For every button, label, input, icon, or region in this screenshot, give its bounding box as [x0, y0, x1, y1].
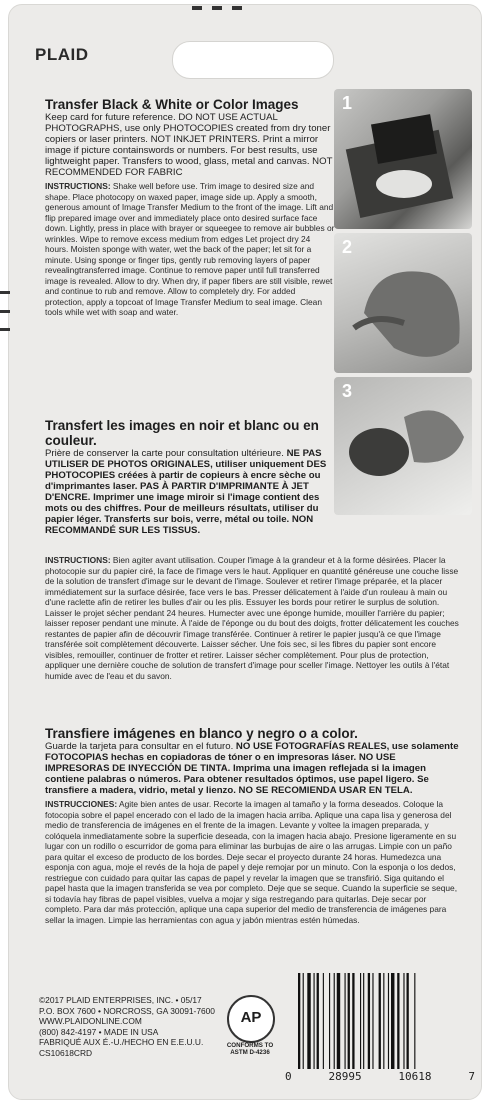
spanish-instructions: INSTRUCCIONES: Agite bien antes de usar. Recorte la imagen al tamaño y la forma deseados. Coloque la fotocopia sobre el papel encerado con el lado de la imagen hacia arriba. Aplique una capa lisa y generosa del medio de transferencia de imágenes en el frente de la imagen. Levante y voltee la imagen preparada, y colóquela inmediatamente sobre la superficie deseada, con la imagen hacia abajo. Presione ligeramente en su lugar con un rodillo o escurridor de goma para eliminar las burbujas de aire o las arrugas. Limpie con un paño para quitar el exceso de producto de los bordes. Deje secar el proyecto durante 24 horas. Humedezca una esponja con agua, moje el revés de la hoja de papel y deje remojar por un minuto. Con la esponja o los dedos, restriegue con cuidado para quitar las capas de papel y revelar la imagen que se transfirió. Siga quitando el papel hasta que la imagen transferida se vea por completo. Deje que se seque. Cuando la superficie se seque, si todavía hay fibras de papel visibles, vuelva a mojar y siga restregando para quitarlas. Deje secar por completo. Para dar más protección, aplique una capa superior del medio de transferencia de imágenes para sellar la imagen. Limpie las herramientas con agua y jabón mientras estén húmedas. [45, 799, 458, 925]
photocopy-on-paper-image [334, 89, 472, 229]
plaid-logo: PLAID [35, 45, 89, 64]
rubbing-paper-image [334, 377, 472, 515]
french-title: Transfert les images en noir et blanc ou en couleur. [45, 418, 319, 448]
step-photo-2 [334, 233, 472, 373]
english-title: Transfer Black & White or Color Images [45, 97, 299, 112]
footer-line: CS10618CRD [39, 1047, 93, 1058]
upc-barcode-icon [294, 973, 464, 1069]
footer-line: ©2017 PLAID ENTERPRISES, INC. • 05/17 [39, 995, 202, 1005]
footer-line: P.O. BOX 7600 • NORCROSS, GA 30091-7600 [39, 1005, 215, 1016]
spanish-lead: Guarde la tarjeta para consultar en el futuro. NO USE FOTOGRAFÍAS REALES, use solamente FOTOCOPIAS hechas en copiadoras de tóner o en impresoras láser. NO USE IMPRESORAS DE INYECCIÓN DE TINTA. Imprima una imagen reflejada si la imagen contiene palabras o números. Para obtener resultados óptimos, use papel ligero. Se transfiere a madera, vidrio, metal y lienzo. NO SE RECOMIENDA USAR EN TELA. [45, 741, 459, 796]
footer-line: WWW.PLAIDONLINE.COM [39, 1016, 142, 1027]
footer-line: FABRIQUÉ AUX É.-U./HECHO EN E.E.U.U. [39, 1037, 204, 1048]
hand-pressing-image [334, 233, 472, 373]
company-info [39, 995, 215, 1059]
footer-line: (800) 842-4197 • MADE IN USA [39, 1026, 159, 1037]
ap-caption: CONFORMS TO ASTM D-4236 [226, 1042, 274, 1056]
edge-mark [232, 6, 242, 10]
step-number: 3 [342, 381, 353, 401]
step-number: 2 [342, 237, 353, 257]
english-section [45, 97, 335, 318]
step-photo-3 [334, 377, 472, 515]
ap-seal-icon: AP [227, 995, 275, 1043]
step-photo-1 [334, 89, 472, 229]
edge-mark [0, 328, 10, 331]
french-section [45, 418, 335, 536]
french-lead: Prière de conserver la carte pour consultation ultérieure. NE PAS UTILISER DE PHOTOS ORIGINALES, utiliser uniquement DES PHOTOCOPIES créées à partir de copieurs à encre sèche ou d'imprimantes laser. PAS À PARTIR D'IMPRIMANTE À JET D'ENCRE. Imprimer une image miroir si l'image contient des mots ou des chiffres. Pour de meilleurs résultats, utiliser du papier léger. Transferts sur bois, verre, métal ou toile. NON RECOMMANDÉ SUR LES TISSUS. [45, 448, 327, 536]
spanish-section [45, 726, 460, 925]
english-instructions: INSTRUCTIONS: Shake well before use. Trim image to desired size and shape. Place photocopy on waxed paper, image side up. Apply a smooth, generous amount of Image Transfer Medium to the front of the image. Lift and flip prepared image over and immediately place onto desired surface face down. Lightly, press in place with brayer or squeegee to remove air bubbles or wrinkles. Wipe to remove excess medium from edges Let project dry 24 hours. Moisten sponge with water, wet the back of the paper; let sit for a minute. Using sponge or finger tips, gently rub removing layers of paper revealingtransferred image. Continue to remove paper until full transferred image is revealed. Allow to dry. When dry, if paper fibers are still visible, rewet and continue to rub and remove. Allow to completely dry. For added protection, apply a topcoat of Image Transfer Medium to seal image. Clean tools while wet with soap and water. [45, 181, 335, 317]
barcode-digits: 0 28995 10618 7 [285, 1070, 475, 1083]
step-number: 1 [342, 93, 353, 113]
product-card-back [8, 4, 482, 1100]
edge-mark [0, 291, 10, 294]
spanish-title: Transfiere imágenes en blanco y negro o a color. [45, 726, 358, 741]
hang-hole [172, 41, 334, 79]
english-lead: Keep card for future reference. DO NOT USE ACTUAL PHOTOGRAPHS, use only PHOTOCOPIES created from dry toner copiers or laser printers. NOT INKJET PRINTERS. Print a mirror image if picture containswords or numbers. For best results, use lightweight paper. Transfers to wood, glass, metal and canvas. NOT RECOMMENDED FOR FABRIC [45, 112, 333, 178]
french-instructions: INSTRUCTIONS: Bien agiter avant utilisation. Couper l'image à la grandeur et à la forme désirées. Placer la photocopie sur du papier ciré, la face de l'image vers le haut. Appliquer en quantité généreuse une couche lisse de la solution de transfert d'image sur le devant de l'image. Soulever et retirer l'image préparée, et la placer immédiatement sur la surface désirée, face vers le bas. Presser délicatement à l'aide d'un rouleau à main ou d'une raclette afin de retirer les bulles d'air ou les plis. Essuyer les bords pour retirer le surplus de solution. Laisser le projet sécher pendant 24 heures. Humecter avec une éponge humide, mouiller l'arrière du papier; laisser reposer pendant une minute. À l'aide de l'éponge ou du bout des doigts, frotter délicatement les couches restantes de papier afin de découvrir l'image transférée. Continuer à retirer le papier jusqu'à ce que l'image transférée soit complètement découverte. Laisser sécher. Une fois sec, si les fibres du papier sont encore visibles, remouiller, continuer de frotter et retirer. Laisser sécher complètement. Pour plus de protection, appliquer une dernière couche de solution de transfert d'image pour sceller l'image. Nettoyer les outils à l'état humide avec de l'eau et du savon. [45, 555, 459, 681]
edge-mark [0, 310, 10, 313]
edge-mark [212, 6, 222, 10]
french-instructions-block [45, 555, 460, 681]
edge-mark [192, 6, 202, 10]
